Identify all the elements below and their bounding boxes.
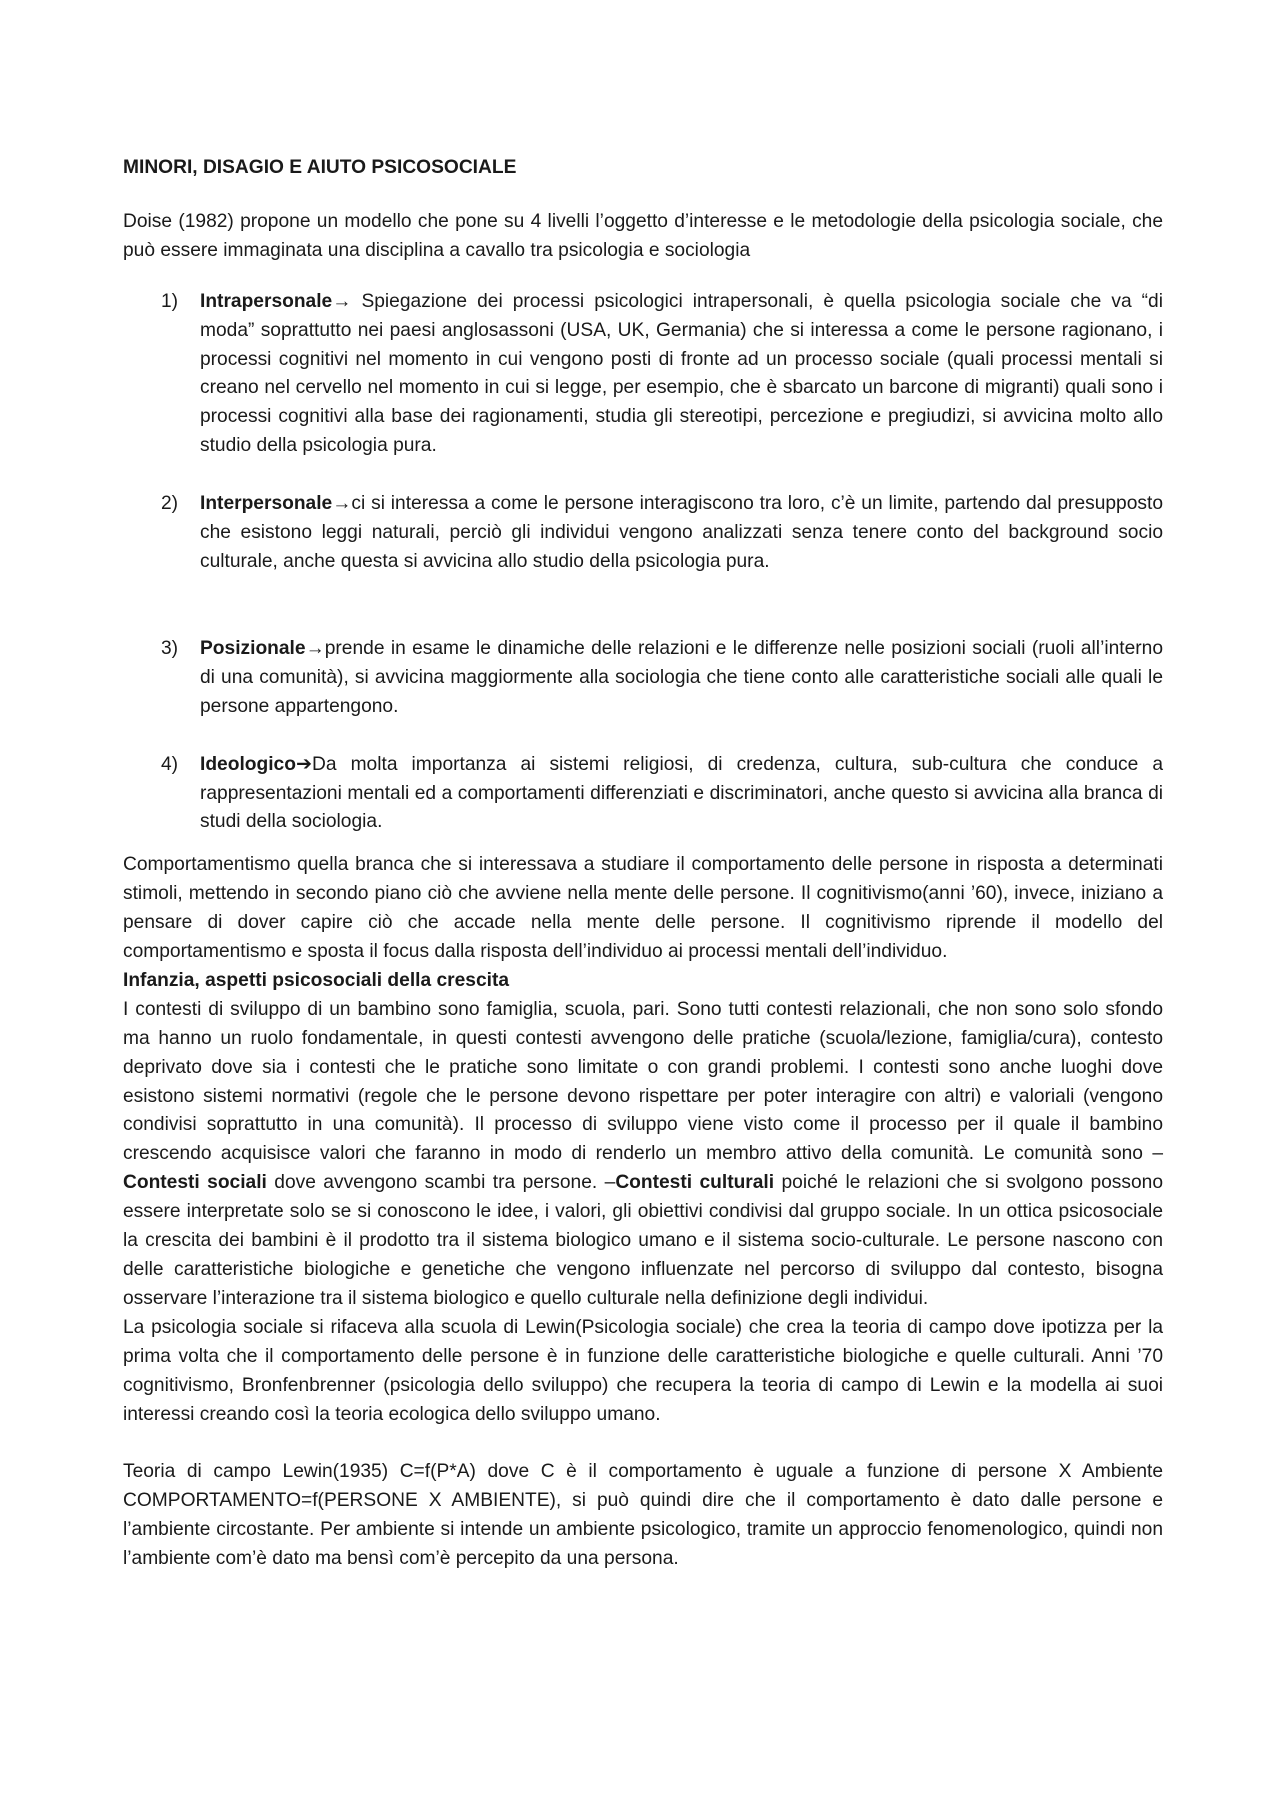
list-item [123, 635, 1163, 722]
level-term: Ideologico [200, 753, 296, 775]
document-title: MINORI, DISAGIO E AIUTO PSICOSOCIALE [123, 157, 517, 178]
list-number: 2) [161, 493, 179, 515]
document-body [123, 154, 1163, 1574]
levels-list [123, 288, 1163, 838]
list-item [123, 490, 1163, 577]
level-term: Posizionale [200, 637, 306, 659]
arrow-icon: ➔ [295, 753, 313, 775]
list-number: 4) [161, 753, 179, 775]
level-term: Interpersonale [200, 493, 333, 515]
lewin-school-paragraph: La psicologia sociale si rifaceva alla scuola di Lewin(Psicologia sociale) che crea la teoria di campo dove ipotizza per la prima volta che il comportamento delle persone è in funzione delle caratteristiche biologiche e quelle culturali. Anni ’70 cognitivismo, Bronfenbrenner (psicologia dello sviluppo) che recupera la teoria di campo di Lewin e la modella ai suoi interessi creando così la teoria ecologica dello sviluppo umano. [123, 1316, 1163, 1425]
childhood-text: poiché le relazioni che si svolgono possono essere interpretate solo se si conoscono le idee, i valori, gli obiettivi condivisi dal gruppo sociale. In un ottica psicosociale la crescita dei bambini è il prodotto tra il sistema biologico umano e il sistema socio-culturale. Le persone nascono con delle caratteristiche biologiche e genetiche che vengono influenzate nel percorso di sviluppo dal contesto, bisogna osservare l’interazione tra il sistema biologico e quello culturale nella definizione degli individui. [123, 1172, 1164, 1309]
level-description: Spiegazione dei processi psicologici intrapersonali, è quella psicologia sociale che va “di moda” soprattutto nei paesi anglosassoni (USA, UK, Germania) che si interessa a come le persone ragionano, i processi cognitivi nel momento in cui vengono posti di fronte ad un processo sociale (quali processi mentali si creano nel cervello nel momento in cui si legge, per esempio, che è sbarcato un barcone di migranti) quali sono i processi cognitivi alla base dei ragionamenti, studia gli stereotipi, percezione e pregiudizi, si avvicina molto allo studio della psicologia pura. [200, 290, 1163, 457]
list-number: 3) [161, 637, 179, 659]
arrow-icon: → [305, 637, 325, 659]
level-description: Da molta importanza ai sistemi religiosi, di credenza, cultura, sub-cultura che conduce a rappresentazioni mentali ed a comportamenti differenziati e discriminatori, anche questo si avvicina alla branca di studi della sociologia. [200, 753, 1163, 833]
level-description: prende in esame le dinamiche delle relazioni e le differenze nelle posizioni sociali (ruoli all’interno di una comunità), si avvicina maggiormente alla sociologia che tiene conto alle caratteristiche sociali alle quali le persone appartengono. [200, 637, 1163, 717]
list-item [123, 751, 1163, 838]
list-item [123, 288, 1163, 461]
childhood-text: I contesti di sviluppo di un bambino sono famiglia, scuola, pari. Sono tutti contesti relazionali, che non sono solo sfondo ma hanno un ruolo fondamentale, in questi contesti avvengono delle pratiche (scuola/lezione, famiglia/cura), contesto deprivato dove sia i contesti che le pratiche sono limitate o con grandi problemi. I contesti sono anche luoghi dove esistono sistemi normativi (regole che le persone devono rispettare per poter interagire con altri) e valoriali (vengono condivisi soprattutto in una comunità). Il processo di sviluppo viene visto come il processo per il quale il bambino crescendo acquisisce valori che faranno in modo di renderlo un membro attivo della comunità. Le comunità sono – [123, 998, 1163, 1165]
social-contexts-term: Contesti sociali [123, 1172, 267, 1194]
intro-paragraph: Doise (1982) propone un modello che pone su 4 livelli l’oggetto d’interesse e le metodologie della psicologia sociale, che può essere immaginata una disciplina a cavallo tra psicologia e sociologia [123, 210, 1163, 261]
childhood-heading: Infanzia, aspetti psicosociali della crescita [123, 969, 510, 991]
list-number: 1) [161, 290, 179, 312]
arrow-icon: → [332, 493, 352, 515]
behaviorism-paragraph: Comportamentismo quella branca che si interessava a studiare il comportamento delle persone in risposta a determinati stimoli, mettendo in secondo piano ciò che avviene nella mente delle persone. Il cognitivismo(anni ’60), invece, iniziano a pensare di dover capire ciò che accade nella mente delle persone. Il cognitivismo riprende il modello del comportamentismo e sposta il focus dalla risposta dell’individuo ai processi mentali dell’individuo. [123, 854, 1163, 963]
field-theory-paragraph: Teoria di campo Lewin(1935) C=f(P*A) dove C è il comportamento è uguale a funzione di persone X Ambiente COMPORTAMENTO=f(PERSONE X AMBIENTE), si può quindi dire che il comportamento è dato dalle persone e l’ambiente circostante. Per ambiente si intende un ambiente psicologico, tramite un approccio fenomenologico, quindi non l’ambiente com’è dato ma bensì com’è percepito da una persona. [123, 1461, 1163, 1570]
arrow-icon: → [332, 290, 352, 312]
level-term: Intrapersonale [200, 290, 333, 312]
level-description: ci si interessa a come le persone interagiscono tra loro, c’è un limite, partendo dal presupposto che esistono leggi naturali, perciò gli individui vengono analizzati senza tenere conto del background socio culturale, anche questa si avvicina allo studio della psicologia pura. [200, 493, 1163, 572]
cultural-contexts-term: Contesti culturali [615, 1172, 775, 1194]
childhood-text: dove avvengono scambi tra persone. – [266, 1172, 616, 1194]
childhood-paragraph [123, 996, 1163, 1314]
